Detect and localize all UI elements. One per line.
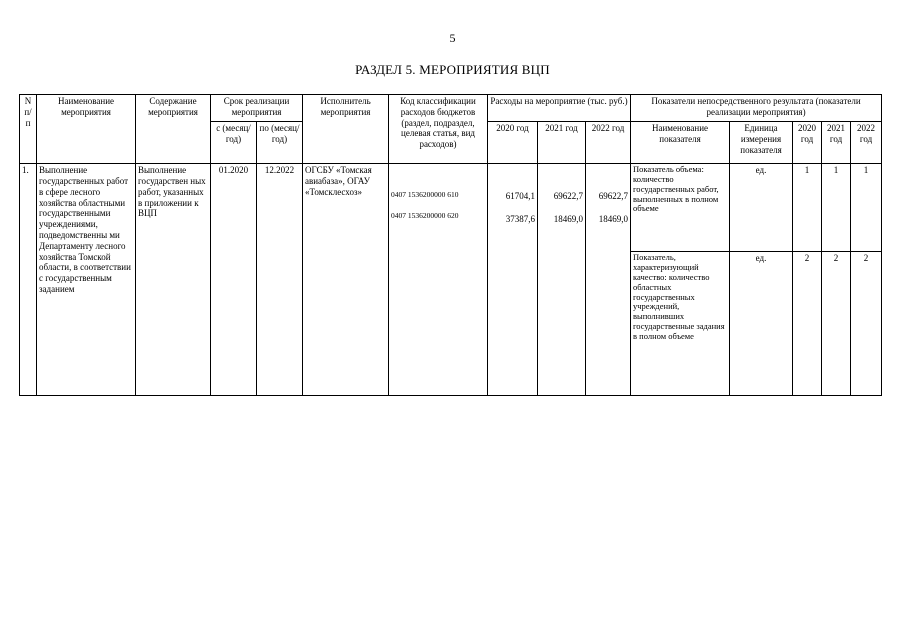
row-period-to: 12.2022: [257, 164, 303, 396]
header-period-from: с (месяц/ год): [211, 122, 257, 164]
section-title: РАЗДЕЛ 5. МЕРОПРИЯТИЯ ВЦП: [355, 62, 550, 77]
expense-2020-cell: [488, 164, 538, 396]
header-result-2021: 2021 год: [822, 122, 851, 164]
row-codes: [389, 164, 488, 396]
header-expense-2021: 2021 год: [538, 122, 586, 164]
expense-value: 37387,6: [505, 214, 535, 224]
expense-value: 69622,7: [553, 191, 583, 202]
indicator-name: Показатель объема: количество государственных работ, выполненных в полном объеме: [631, 164, 730, 252]
indicator-value-2020: 1: [793, 164, 822, 252]
header-expense-2020: 2020 год: [488, 122, 538, 164]
row-name: Выполнение государственных работ в сфере лесного хозяйства областными государственными учреждениями, подведомственны ми Департаменту лесного хозяйства Томской области, в соответствии с государственным заданием: [37, 164, 136, 396]
expense-value: 69622,7: [598, 191, 629, 202]
header-executor: Исполнитель мероприятия: [303, 95, 389, 164]
table-row: [20, 164, 882, 252]
header-unit: Единица измерения показателя: [730, 122, 793, 164]
header-content: Содержание мероприятия: [136, 95, 211, 164]
activities-table: [19, 94, 882, 396]
indicator-name: Показатель, характеризующий качество: количество областных государственных учреждений, выполнивших государственные задания в полном объеме: [631, 252, 730, 396]
header-result-2020: 2020 год: [793, 122, 822, 164]
header-indicator-name: Наименование показателя: [631, 122, 730, 164]
row-period-from: 01.2020: [211, 164, 257, 396]
page-number: 5: [449, 31, 456, 45]
header-name: Наименование мероприятия: [37, 95, 136, 164]
budget-code: 0407 1536200000 610: [391, 190, 459, 200]
expense-2022-cell: [586, 164, 631, 396]
header-period: Срок реализации мероприятия: [211, 95, 303, 122]
expense-2021-cell: [538, 164, 586, 396]
indicator-value-2022: 2: [851, 252, 882, 396]
indicator-value-2021: 1: [822, 164, 851, 252]
header-results: Показатели непосредственного результата (показатели реализации мероприятия): [631, 95, 882, 122]
row-content: Выполнение государствен ных работ, указанных в приложении к ВЦП: [136, 164, 211, 396]
header-expense-2022: 2022 год: [586, 122, 631, 164]
indicator-unit: ед.: [730, 164, 793, 252]
indicator-value-2022: 1: [851, 164, 882, 252]
indicator-value-2021: 2: [822, 252, 851, 396]
row-num: 1.: [20, 164, 37, 396]
indicator-value-2020: 2: [793, 252, 822, 396]
expense-value: 61704,1: [505, 191, 535, 202]
header-code: Код классификации расходов бюджетов (раздел, подраздел, целевая статья, вид расходов): [389, 95, 488, 164]
expense-value: 18469,0: [553, 214, 583, 224]
header-result-2022: 2022 год: [851, 122, 882, 164]
budget-code: 0407 1536200000 620: [391, 211, 459, 221]
expense-value: 18469,0: [598, 214, 629, 224]
header-expenses: Расходы на мероприятие (тыс. руб.): [488, 95, 631, 122]
indicator-unit: ед.: [730, 252, 793, 396]
header-period-to: по (месяц/ год): [257, 122, 303, 164]
row-executor: ОГСБУ «Томская авиабаза», ОГАУ «Томсклесхоз»: [303, 164, 389, 396]
header-num: N п/п: [20, 95, 37, 164]
